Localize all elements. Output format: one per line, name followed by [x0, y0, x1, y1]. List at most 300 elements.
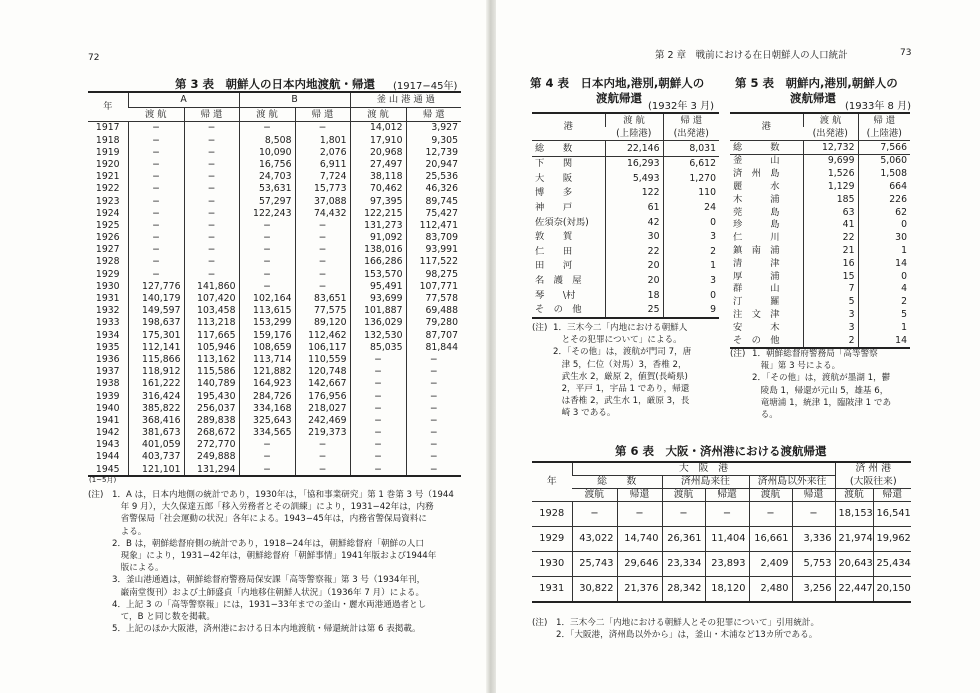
table-cell: 121,882: [239, 366, 295, 378]
table-row: [730, 334, 910, 348]
table-row: [532, 141, 719, 157]
table-cell: −: [184, 232, 239, 244]
table5-notes: [752, 348, 891, 421]
table6-leaf-header: 帰還: [792, 489, 835, 502]
table6-leaf-header: 帰還: [873, 489, 911, 502]
table-row: [88, 390, 461, 402]
table-cell: 19,962: [873, 527, 911, 552]
table-cell: 127,776: [128, 280, 184, 292]
row-label: 1932: [95, 305, 120, 317]
row-label: 1943: [95, 439, 120, 451]
table-cell: −: [406, 366, 461, 378]
table-row: [88, 427, 461, 439]
table-cell: 120,748: [295, 366, 350, 378]
row-label: 1931: [532, 577, 572, 603]
table-row: [532, 186, 719, 201]
row-label: 清 津: [733, 257, 780, 269]
table-cell: 5,060: [858, 154, 910, 167]
table4-notes: [553, 322, 691, 420]
table-cell: −: [350, 427, 406, 439]
table-cell: −: [295, 220, 350, 232]
table-row: [88, 195, 461, 207]
table-cell: −: [128, 122, 184, 135]
table-cell: 7: [803, 283, 858, 296]
note-line: 陵島 1，帰還が元山 5，雄基 6，: [752, 385, 889, 396]
left-page-number: 72: [88, 53, 100, 63]
table-cell: 22,447: [835, 577, 873, 603]
table-cell: −: [406, 402, 461, 414]
right-page-number: 73: [900, 48, 912, 58]
table6-sub-other-route: 済州島以外来往: [749, 476, 835, 489]
table-cell: 15: [803, 270, 858, 283]
table-cell: −: [350, 415, 406, 427]
table-row: [532, 156, 719, 171]
table-cell: 5,493: [605, 171, 663, 186]
note-line: 竜塘浦 1，統津 1，臨陂津 1 であ: [752, 397, 892, 408]
table-row: [730, 321, 910, 334]
table-cell: 74,432: [295, 207, 350, 219]
table-cell: 87,707: [406, 329, 461, 341]
table-cell: −: [239, 280, 295, 292]
table-cell: 30: [858, 232, 910, 245]
table-cell: −: [184, 159, 239, 171]
table3-title: 第 3 表 朝鮮人の日本内地渡航・帰還: [175, 77, 376, 91]
table-cell: 79,280: [406, 317, 461, 329]
note-line: 3．釜山港通過は，朝鮮総督府警務局保安課「高等警察報」第 3 号（1934年刊，: [112, 575, 426, 586]
table3-notes: [112, 489, 454, 635]
table-cell: −: [128, 232, 184, 244]
table-cell: −: [128, 256, 184, 268]
table-cell: 115,586: [184, 366, 239, 378]
row-label: 1926: [95, 232, 120, 244]
table6-sub-jeju-route: 済州島来往: [662, 476, 749, 489]
table6-sub-total: 総 数: [572, 476, 662, 489]
table-cell: 75,427: [406, 207, 461, 219]
table-row: [88, 463, 461, 476]
table-row: [88, 183, 461, 195]
table4: [532, 112, 719, 319]
table-cell: 3,256: [792, 577, 835, 603]
table-cell: 334,565: [239, 427, 295, 439]
row-label: 1944: [95, 451, 120, 463]
note-line: 2．「大阪港，済州島以外から」は，釜山・木浦など13カ所である。: [556, 630, 818, 641]
row-label: 敦 賀: [535, 231, 573, 243]
table-cell: 368,416: [128, 415, 184, 427]
row-label: 佐須奈(対馬): [535, 216, 589, 228]
table-cell: −: [350, 390, 406, 402]
table-cell: 37,088: [295, 195, 350, 207]
note-line: は香椎 2，武生水 1，厳原 3，長: [553, 396, 690, 407]
table4-depart-header: 渡 航: [605, 113, 663, 127]
table-cell: −: [239, 256, 295, 268]
table-row: [88, 146, 461, 158]
table-cell: 112,471: [406, 220, 461, 232]
note-line: 1．朝鮮総督府警務局「高等警察: [752, 349, 878, 359]
table-cell: 316,424: [128, 390, 184, 402]
table-cell: 22,146: [605, 141, 663, 157]
table-cell: 22: [803, 232, 858, 245]
table-cell: −: [350, 402, 406, 414]
table-cell: 0: [663, 215, 719, 230]
table-cell: 3: [803, 321, 858, 334]
table-cell: 108,659: [239, 341, 295, 353]
table-row: [532, 273, 719, 288]
table-cell: 89,120: [295, 317, 350, 329]
table-cell: 20,643: [835, 552, 873, 577]
row-label: 神 戸: [535, 201, 573, 213]
table-row: [88, 122, 461, 135]
row-label: 1945: [95, 463, 120, 475]
table-cell: −: [406, 427, 461, 439]
table-cell: 385,822: [128, 402, 184, 414]
table3-group-busan: 釜 山 港 通 過: [350, 92, 461, 107]
table-cell: 20,947: [406, 159, 461, 171]
table-cell: −: [295, 244, 350, 256]
table-row: [532, 200, 719, 215]
note-line: 4．上記 3 の「高等警察報」には，1931−33年までの釜山・麗水両港通過者とし: [112, 599, 427, 610]
table-cell: −: [406, 354, 461, 366]
table-cell: −: [239, 232, 295, 244]
table-cell: −: [184, 207, 239, 219]
table5-depart-subheader: (出発港): [803, 127, 858, 140]
table-cell: 161,222: [128, 378, 184, 390]
table-cell: 176,956: [295, 390, 350, 402]
table-row: [88, 134, 461, 146]
table-cell: 12,732: [803, 141, 858, 155]
table-cell: 8,508: [239, 134, 295, 146]
row-label: 総 数: [730, 141, 803, 155]
table4-port-header: 港: [532, 113, 605, 141]
table-row: [88, 329, 461, 341]
table-row: [730, 232, 910, 245]
table-cell: 11,404: [705, 527, 749, 552]
table-cell: 25,743: [572, 552, 617, 577]
row-label: 1929: [95, 268, 120, 280]
table-cell: 17,910: [350, 134, 406, 146]
table-cell: 3,927: [406, 122, 461, 135]
table-row: [88, 439, 461, 451]
table-cell: 21,376: [617, 577, 662, 603]
table-cell: 101,887: [350, 305, 406, 317]
table-row: [88, 354, 461, 366]
table-cell: −: [184, 183, 239, 195]
table3-last-row-note: (1~5月): [89, 476, 117, 484]
table5-notes-label: (注): [730, 349, 746, 359]
row-label: 厚 浦: [733, 270, 780, 282]
table6-leaf-header: 渡航: [662, 489, 705, 502]
table-cell: 166,286: [350, 256, 406, 268]
row-label: 1930: [532, 552, 572, 577]
table-row: [730, 244, 910, 257]
table-cell: 6,612: [663, 156, 719, 171]
row-label: 1928: [95, 256, 120, 268]
table-cell: 28,342: [662, 577, 705, 603]
table-cell: −: [295, 232, 350, 244]
table-row: [730, 154, 910, 167]
table-cell: 334,168: [239, 402, 295, 414]
table-row: [88, 378, 461, 390]
table-cell: 3,336: [792, 527, 835, 552]
table-cell: 159,176: [239, 329, 295, 341]
table-cell: −: [128, 207, 184, 219]
table-cell: 42: [605, 215, 663, 230]
table-cell: 14: [858, 334, 910, 348]
table-cell: 8,031: [663, 141, 719, 157]
row-label: 1918: [95, 134, 120, 146]
table-cell: 89,745: [406, 195, 461, 207]
table-cell: 16,661: [749, 527, 792, 552]
table-cell: 20,150: [873, 577, 911, 603]
table-row: [730, 168, 910, 181]
note-line: 津 5，仁位（対馬）3，香椎 2，: [553, 359, 687, 370]
table-cell: 102,164: [239, 293, 295, 305]
note-line: 2，平戸 1，宇品 1 であり，帰還: [553, 384, 690, 395]
table-cell: 5: [803, 296, 858, 309]
table-cell: 403,737: [128, 451, 184, 463]
table-cell: 16,293: [605, 156, 663, 171]
row-label: 1920: [95, 158, 120, 170]
row-label: 琴 \村: [535, 289, 576, 301]
table-cell: 7,566: [858, 141, 910, 155]
table-cell: 131,294: [184, 463, 239, 476]
table-cell: 284,726: [239, 390, 295, 402]
row-label: 1927: [95, 244, 120, 256]
table-row: [532, 259, 719, 274]
table-row: [730, 219, 910, 232]
table-cell: 1,129: [803, 180, 858, 193]
table-cell: 121,101: [128, 463, 184, 476]
table3-year-header: 年: [88, 92, 128, 122]
table-cell: −: [572, 502, 617, 527]
table4-title-line2: 渡航帰還: [596, 91, 642, 105]
table-cell: −: [128, 171, 184, 183]
table-row: [532, 215, 719, 230]
note-line: 2．B は，朝鮮総督府側の統計であり，1918−24年は，朝鮮総督府「朝鮮の人口: [112, 538, 424, 549]
row-label: 汀 羅: [733, 296, 780, 308]
table-row: [88, 220, 461, 232]
note-line: 年 9 月），大久保達五郎「移入労務者とその訓練」により，1931−42年は，内務: [112, 502, 434, 513]
table-cell: 95,491: [350, 280, 406, 292]
table-cell: 16: [803, 257, 858, 270]
note-line: とその犯罪について」による。: [553, 335, 682, 346]
row-label: 大 阪: [535, 172, 573, 184]
table-cell: −: [295, 463, 350, 476]
table-cell: 132,530: [350, 329, 406, 341]
row-label: 1942: [95, 427, 120, 439]
table4-body: [532, 141, 719, 319]
table-cell: 381,673: [128, 427, 184, 439]
table-cell: 77,578: [406, 293, 461, 305]
table-cell: −: [239, 268, 295, 280]
table-cell: −: [705, 502, 749, 527]
table-cell: 10,090: [239, 146, 295, 158]
row-label: 麗 水: [733, 181, 780, 193]
table-row: [88, 451, 461, 463]
table-cell: 122: [605, 186, 663, 201]
table-cell: 131,273: [350, 220, 406, 232]
row-label: 1939: [95, 390, 120, 402]
table3-notes-label: (注): [88, 490, 104, 500]
table-cell: 2: [663, 244, 719, 259]
note-line: 1．三木今二「内地における朝鮮人: [553, 323, 688, 333]
table3-subheader: 帰 還: [295, 107, 350, 121]
table-row: [88, 159, 461, 171]
table-cell: 113,218: [184, 317, 239, 329]
table-row: [730, 141, 910, 155]
row-label: 1935: [95, 341, 120, 353]
table-cell: −: [350, 366, 406, 378]
table-cell: 164,923: [239, 378, 295, 390]
table3: [88, 91, 461, 477]
table5-return-header: 帰 還: [858, 113, 910, 127]
table-cell: 2: [803, 334, 858, 348]
table-cell: 61: [605, 200, 663, 215]
table-cell: 15,773: [295, 183, 350, 195]
table-cell: 2,076: [295, 146, 350, 158]
table-row: [532, 230, 719, 245]
table-row: [730, 180, 910, 193]
table-cell: −: [128, 134, 184, 146]
table-cell: 325,643: [239, 415, 295, 427]
table-cell: 1,270: [663, 171, 719, 186]
table-row: [88, 305, 461, 317]
table-cell: 113,615: [239, 305, 295, 317]
table-cell: −: [406, 451, 461, 463]
table-row: [532, 527, 911, 552]
table-row: [532, 171, 719, 186]
table-cell: 0: [663, 288, 719, 303]
table-cell: −: [184, 220, 239, 232]
table-cell: −: [184, 256, 239, 268]
table-cell: 93,991: [406, 244, 461, 256]
table-cell: 57,297: [239, 195, 295, 207]
note-line: 武生水 2，厳原 2，値賀(長崎県): [553, 371, 688, 382]
table-cell: 97,395: [350, 195, 406, 207]
table-cell: 5: [858, 308, 910, 321]
row-label: 1928: [532, 502, 572, 527]
table-cell: 18,120: [705, 577, 749, 603]
table6-leaf-header: 帰還: [617, 489, 662, 502]
table-cell: −: [128, 220, 184, 232]
row-label: 珍 島: [733, 219, 780, 231]
table5-date: (1933年 8 月): [845, 101, 911, 112]
table-cell: 21,974: [835, 527, 873, 552]
table-cell: 62: [858, 206, 910, 219]
table-cell: 256,037: [184, 402, 239, 414]
table-row: [88, 268, 461, 280]
row-label: 安 木: [733, 321, 780, 333]
table-cell: −: [128, 183, 184, 195]
table-row: [88, 232, 461, 244]
table-row: [730, 193, 910, 206]
table-cell: 110,559: [295, 354, 350, 366]
table-cell: 16,756: [239, 159, 295, 171]
table3-subheader: 帰 還: [184, 107, 239, 121]
table5-title-line2: 渡航帰還: [790, 91, 836, 105]
table4-return-subheader: (出発港): [663, 127, 719, 140]
table-cell: 5,753: [792, 552, 835, 577]
table-cell: 153,570: [350, 268, 406, 280]
table-cell: −: [128, 268, 184, 280]
row-label: 1936: [95, 353, 120, 365]
table-cell: 113,714: [239, 354, 295, 366]
row-label: 名 護 屋: [535, 274, 582, 286]
table-cell: −: [295, 280, 350, 292]
table-row: [730, 206, 910, 219]
table-row: [88, 402, 461, 414]
table-cell: 41: [803, 219, 858, 232]
table-cell: 91,092: [350, 232, 406, 244]
table6-group-jeju: 済 州 港: [835, 462, 911, 476]
table-cell: 21: [803, 244, 858, 257]
table-cell: 0: [858, 270, 910, 283]
row-label: 1919: [95, 146, 120, 158]
row-label: 博 多: [535, 187, 573, 199]
table3-subheader: 渡 航: [239, 107, 295, 121]
row-label: 1925: [95, 219, 120, 231]
table-cell: 29,646: [617, 552, 662, 577]
table6-leaf-header: 帰還: [705, 489, 749, 502]
table-cell: −: [792, 502, 835, 527]
table-cell: −: [749, 502, 792, 527]
table-cell: 272,770: [184, 439, 239, 451]
table-cell: 122,243: [239, 207, 295, 219]
table-cell: 118,912: [128, 366, 184, 378]
table-cell: −: [184, 171, 239, 183]
table-cell: 249,888: [184, 451, 239, 463]
table-cell: 4: [858, 283, 910, 296]
table-cell: −: [406, 439, 461, 451]
note-line: て，B と同じ数を掲載。: [112, 612, 215, 623]
table-cell: 2,409: [749, 552, 792, 577]
table-row: [88, 171, 461, 183]
table-row: [532, 502, 911, 527]
table4-date: (1932年 3 月): [648, 101, 714, 112]
note-line: る。: [752, 410, 778, 421]
table-cell: 25: [605, 303, 663, 319]
table-cell: −: [184, 268, 239, 280]
table-cell: 218,027: [295, 402, 350, 414]
table4-title: 第 4 表 日本内地,港別,朝鮮人の: [530, 76, 705, 90]
table-cell: 9: [663, 303, 719, 319]
row-label: 田 河: [535, 260, 573, 272]
table-cell: 53,631: [239, 183, 295, 195]
table-cell: 24,703: [239, 171, 295, 183]
table-cell: 18,153: [835, 502, 873, 527]
table-row: [88, 293, 461, 305]
note-line: 報」第 3 号による。: [752, 361, 841, 372]
note-line: よる。: [112, 526, 147, 537]
table-cell: 107,771: [406, 280, 461, 292]
table6-notes: [556, 617, 819, 641]
table-cell: 22: [605, 244, 663, 259]
table-cell: 401,059: [128, 439, 184, 451]
table-cell: 43,022: [572, 527, 617, 552]
table-cell: −: [295, 451, 350, 463]
table-cell: −: [350, 463, 406, 476]
table-cell: 140,789: [184, 378, 239, 390]
table-cell: −: [350, 378, 406, 390]
table-cell: −: [184, 244, 239, 256]
table-cell: 198,637: [128, 317, 184, 329]
table6-year-header: 年: [532, 462, 572, 502]
table-cell: 664: [858, 180, 910, 193]
row-label: 1938: [95, 378, 120, 390]
table-cell: 18: [605, 288, 663, 303]
row-label: 1941: [95, 414, 120, 426]
table-row: [730, 296, 910, 309]
row-label: 1917: [95, 122, 120, 134]
